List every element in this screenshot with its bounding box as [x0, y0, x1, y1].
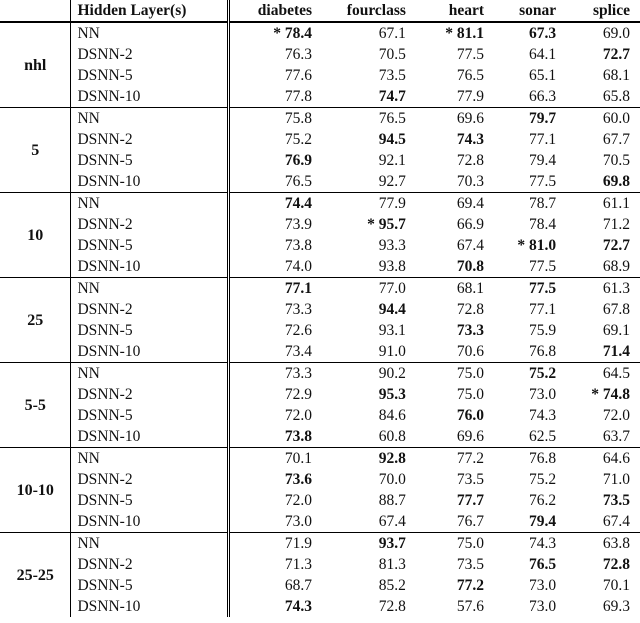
table-row: [0, 469, 640, 490]
table-row: [0, 426, 640, 448]
accuracy-cell: 77.5: [528, 173, 557, 190]
accuracy-cell: 78.4: [528, 216, 557, 233]
accuracy-cell: 76.3: [284, 46, 313, 63]
table-row: [0, 278, 640, 300]
header-dataset: sonar: [494, 0, 566, 22]
table-row: [0, 384, 640, 405]
model-name: DSNN-2: [71, 299, 228, 320]
accuracy-cell: 79.4: [528, 152, 557, 169]
model-name: DSNN-10: [71, 256, 228, 278]
accuracy-cell: 68.9: [602, 258, 630, 275]
accuracy-cell: 67.4: [602, 513, 630, 530]
accuracy-cell: 73.3: [228, 363, 322, 385]
group-label: 25: [0, 278, 71, 363]
accuracy-cell: 63.7: [602, 428, 630, 445]
accuracy-cell: 77.9: [322, 193, 416, 215]
model-name: DSNN-5: [71, 490, 228, 511]
model-name: NN: [71, 108, 228, 130]
accuracy-cell: 73.3: [284, 301, 313, 318]
accuracy-cell: 65.1: [528, 67, 557, 84]
accuracy-cell: * 81.0: [517, 237, 557, 254]
accuracy-cell: 72.8: [456, 152, 485, 169]
model-name: NN: [71, 533, 228, 555]
accuracy-cell: 73.5: [456, 556, 485, 573]
accuracy-cell: 70.1: [602, 577, 630, 594]
accuracy-cell: 76.5: [284, 173, 313, 190]
accuracy-cell: 57.6: [456, 598, 485, 615]
accuracy-cell: 68.7: [284, 577, 313, 594]
accuracy-cell: 95.3: [378, 386, 406, 403]
accuracy-cell: 79.4: [528, 513, 557, 530]
model-name: DSNN-10: [71, 511, 228, 533]
accuracy-cell: 72.0: [284, 407, 313, 424]
accuracy-cell: 74.3: [284, 598, 313, 615]
accuracy-cell: 94.4: [378, 301, 406, 318]
model-name: DSNN-5: [71, 235, 228, 256]
accuracy-cell: 75.0: [416, 363, 494, 385]
table-row: [0, 363, 640, 385]
accuracy-cell: 77.5: [456, 46, 485, 63]
table-row: [0, 129, 640, 150]
table-body: [0, 22, 640, 617]
accuracy-cell: 75.0: [416, 533, 494, 555]
accuracy-cell: 75.8: [228, 108, 322, 130]
model-name: DSNN-10: [71, 86, 228, 108]
accuracy-cell: 71.9: [228, 533, 322, 555]
accuracy-cell: 93.7: [322, 533, 416, 555]
table-row: [0, 596, 640, 617]
accuracy-cell: 72.0: [602, 407, 630, 424]
accuracy-cell: 92.7: [378, 173, 406, 190]
table-row: [0, 405, 640, 426]
accuracy-cell: * 81.1: [416, 22, 494, 44]
table-row: [0, 214, 640, 235]
accuracy-cell: 67.3: [494, 22, 566, 44]
accuracy-cell: 64.6: [566, 448, 640, 470]
accuracy-cell: 72.7: [602, 237, 630, 254]
accuracy-cell: 70.0: [378, 471, 406, 488]
accuracy-cell: 76.2: [528, 492, 557, 509]
model-name: DSNN-5: [71, 575, 228, 596]
accuracy-cell: 76.8: [494, 448, 566, 470]
group-label: 5-5: [0, 363, 71, 448]
group-label: 5: [0, 108, 71, 193]
accuracy-cell: 73.3: [456, 322, 485, 339]
accuracy-cell: 60.8: [378, 428, 406, 445]
accuracy-cell: 77.1: [528, 301, 557, 318]
accuracy-cell: 73.0: [528, 577, 557, 594]
model-name: NN: [71, 22, 228, 44]
accuracy-cell: 74.7: [378, 88, 406, 105]
accuracy-cell: 72.8: [456, 301, 485, 318]
model-name: DSNN-2: [71, 129, 228, 150]
table-row: [0, 22, 640, 44]
accuracy-cell: 77.5: [528, 258, 557, 275]
table-row: [0, 65, 640, 86]
header-dataset: splice: [566, 0, 640, 22]
table-row: [0, 533, 640, 555]
model-name: DSNN-5: [71, 65, 228, 86]
accuracy-cell: 74.3: [528, 407, 557, 424]
accuracy-cell: 71.3: [284, 556, 313, 573]
header-row: [0, 0, 640, 22]
accuracy-cell: 74.3: [494, 533, 566, 555]
table-row: [0, 448, 640, 470]
accuracy-cell: 69.6: [456, 428, 485, 445]
accuracy-cell: 76.5: [456, 67, 485, 84]
accuracy-cell: 69.3: [602, 598, 630, 615]
table-row: [0, 320, 640, 341]
accuracy-cell: 75.2: [528, 471, 557, 488]
accuracy-cell: 64.5: [566, 363, 640, 385]
accuracy-cell: 73.0: [284, 513, 313, 530]
accuracy-cell: 68.1: [416, 278, 494, 300]
header-group-cell: [0, 0, 71, 22]
table-row: [0, 490, 640, 511]
accuracy-cell: 74.0: [284, 258, 313, 275]
header-dataset: fourclass: [322, 0, 416, 22]
model-name: NN: [71, 193, 228, 215]
accuracy-cell: 72.8: [378, 598, 406, 615]
model-name: DSNN-2: [71, 384, 228, 405]
accuracy-cell: 65.8: [602, 88, 630, 105]
accuracy-cell: 77.1: [528, 131, 557, 148]
accuracy-cell: 70.1: [228, 448, 322, 470]
accuracy-cell: 68.1: [602, 67, 630, 84]
accuracy-cell: 73.0: [528, 598, 557, 615]
accuracy-cell: * 78.4: [228, 22, 322, 44]
model-name: DSNN-5: [71, 150, 228, 171]
accuracy-cell: 70.3: [456, 173, 485, 190]
accuracy-cell: 75.9: [528, 322, 557, 339]
accuracy-cell: 67.8: [602, 301, 630, 318]
model-name: NN: [71, 448, 228, 470]
table-row: [0, 193, 640, 215]
accuracy-cell: 72.7: [602, 46, 630, 63]
accuracy-cell: 72.8: [602, 556, 630, 573]
accuracy-cell: 67.1: [322, 22, 416, 44]
accuracy-cell: 77.5: [494, 278, 566, 300]
model-name: NN: [71, 363, 228, 385]
accuracy-cell: 69.1: [602, 322, 630, 339]
group-label: 25-25: [0, 533, 71, 618]
accuracy-cell: 66.9: [456, 216, 485, 233]
table-row: [0, 299, 640, 320]
table-row: [0, 256, 640, 278]
accuracy-cell: 77.1: [228, 278, 322, 300]
accuracy-cell: 71.4: [602, 343, 630, 360]
model-name: DSNN-5: [71, 405, 228, 426]
accuracy-cell: 91.0: [378, 343, 406, 360]
accuracy-cell: 92.8: [322, 448, 416, 470]
header-dataset: diabetes: [228, 0, 322, 22]
accuracy-cell: 70.5: [602, 152, 630, 169]
accuracy-cell: 77.6: [284, 67, 313, 84]
accuracy-cell: 62.5: [528, 428, 557, 445]
accuracy-cell: 72.0: [284, 492, 313, 509]
group-label: 10: [0, 193, 71, 278]
accuracy-cell: 93.1: [378, 322, 406, 339]
accuracy-cell: 73.0: [528, 386, 557, 403]
accuracy-cell: 77.2: [416, 448, 494, 470]
accuracy-cell: 73.6: [284, 471, 313, 488]
model-name: DSNN-2: [71, 214, 228, 235]
table-row: [0, 86, 640, 108]
model-name: DSNN-2: [71, 44, 228, 65]
accuracy-cell: 75.0: [456, 386, 485, 403]
accuracy-cell: 73.9: [284, 216, 313, 233]
accuracy-cell: 77.8: [284, 88, 313, 105]
accuracy-cell: 75.2: [284, 131, 313, 148]
accuracy-cell: 70.8: [456, 258, 485, 275]
table-row: [0, 171, 640, 193]
accuracy-cell: 73.8: [284, 237, 313, 254]
model-name: DSNN-10: [71, 171, 228, 193]
accuracy-cell: 63.8: [566, 533, 640, 555]
accuracy-cell: 69.8: [602, 173, 630, 190]
accuracy-cell: 78.7: [494, 193, 566, 215]
accuracy-cell: 81.3: [378, 556, 406, 573]
accuracy-cell: 69.4: [416, 193, 494, 215]
accuracy-cell: 60.0: [566, 108, 640, 130]
model-name: NN: [71, 278, 228, 300]
accuracy-cell: 92.1: [378, 152, 406, 169]
accuracy-cell: 61.3: [566, 278, 640, 300]
header-hidden-layers: Hidden Layer(s): [71, 0, 228, 22]
accuracy-cell: * 95.7: [367, 216, 406, 233]
accuracy-cell: 76.9: [284, 152, 313, 169]
accuracy-cell: 69.0: [566, 22, 640, 44]
accuracy-cell: 73.5: [602, 492, 630, 509]
accuracy-cell: 88.7: [378, 492, 406, 509]
accuracy-cell: 64.1: [528, 46, 557, 63]
accuracy-cell: 73.5: [456, 471, 485, 488]
accuracy-cell: 77.9: [456, 88, 485, 105]
accuracy-cell: 71.2: [602, 216, 630, 233]
accuracy-cell: 67.7: [602, 131, 630, 148]
model-name: DSNN-2: [71, 469, 228, 490]
model-name: DSNN-10: [71, 596, 228, 617]
accuracy-cell: 76.0: [456, 407, 485, 424]
accuracy-cell: 76.5: [528, 556, 557, 573]
accuracy-cell: 75.2: [494, 363, 566, 385]
accuracy-cell: 93.8: [378, 258, 406, 275]
accuracy-cell: 90.2: [322, 363, 416, 385]
group-label: 10-10: [0, 448, 71, 533]
accuracy-cell: * 74.8: [591, 386, 630, 403]
table-row: [0, 554, 640, 575]
accuracy-cell: 66.3: [528, 88, 557, 105]
accuracy-cell: 61.1: [566, 193, 640, 215]
table-row: [0, 575, 640, 596]
accuracy-cell: 70.6: [456, 343, 485, 360]
table-row: [0, 235, 640, 256]
accuracy-cell: 73.5: [378, 67, 406, 84]
accuracy-cell: 85.2: [378, 577, 406, 594]
accuracy-cell: 67.4: [378, 513, 406, 530]
accuracy-cell: 70.5: [378, 46, 406, 63]
accuracy-cell: 94.5: [378, 131, 406, 148]
table-row: [0, 108, 640, 130]
accuracy-cell: 77.2: [456, 577, 485, 594]
accuracy-cell: 69.6: [416, 108, 494, 130]
accuracy-cell: 73.4: [284, 343, 313, 360]
accuracy-cell: 76.5: [322, 108, 416, 130]
accuracy-cell: 76.7: [456, 513, 485, 530]
table-row: [0, 341, 640, 363]
accuracy-cell: 77.7: [456, 492, 485, 509]
group-label: nhl: [0, 22, 71, 108]
table-row: [0, 44, 640, 65]
accuracy-cell: 72.6: [284, 322, 313, 339]
accuracy-cell: 67.4: [456, 237, 485, 254]
table-row: [0, 511, 640, 533]
model-name: DSNN-2: [71, 554, 228, 575]
accuracy-cell: 76.8: [528, 343, 557, 360]
model-name: DSNN-10: [71, 426, 228, 448]
header-dataset: heart: [416, 0, 494, 22]
accuracy-cell: 71.0: [602, 471, 630, 488]
accuracy-cell: 79.7: [494, 108, 566, 130]
accuracy-cell: 74.4: [228, 193, 322, 215]
table-row: [0, 150, 640, 171]
accuracy-cell: 73.8: [284, 428, 313, 445]
accuracy-cell: 93.3: [378, 237, 406, 254]
accuracy-cell: 77.0: [322, 278, 416, 300]
model-name: DSNN-5: [71, 320, 228, 341]
model-name: DSNN-10: [71, 341, 228, 363]
accuracy-cell: 72.9: [284, 386, 313, 403]
accuracy-cell: 74.3: [456, 131, 485, 148]
accuracy-cell: 84.6: [378, 407, 406, 424]
